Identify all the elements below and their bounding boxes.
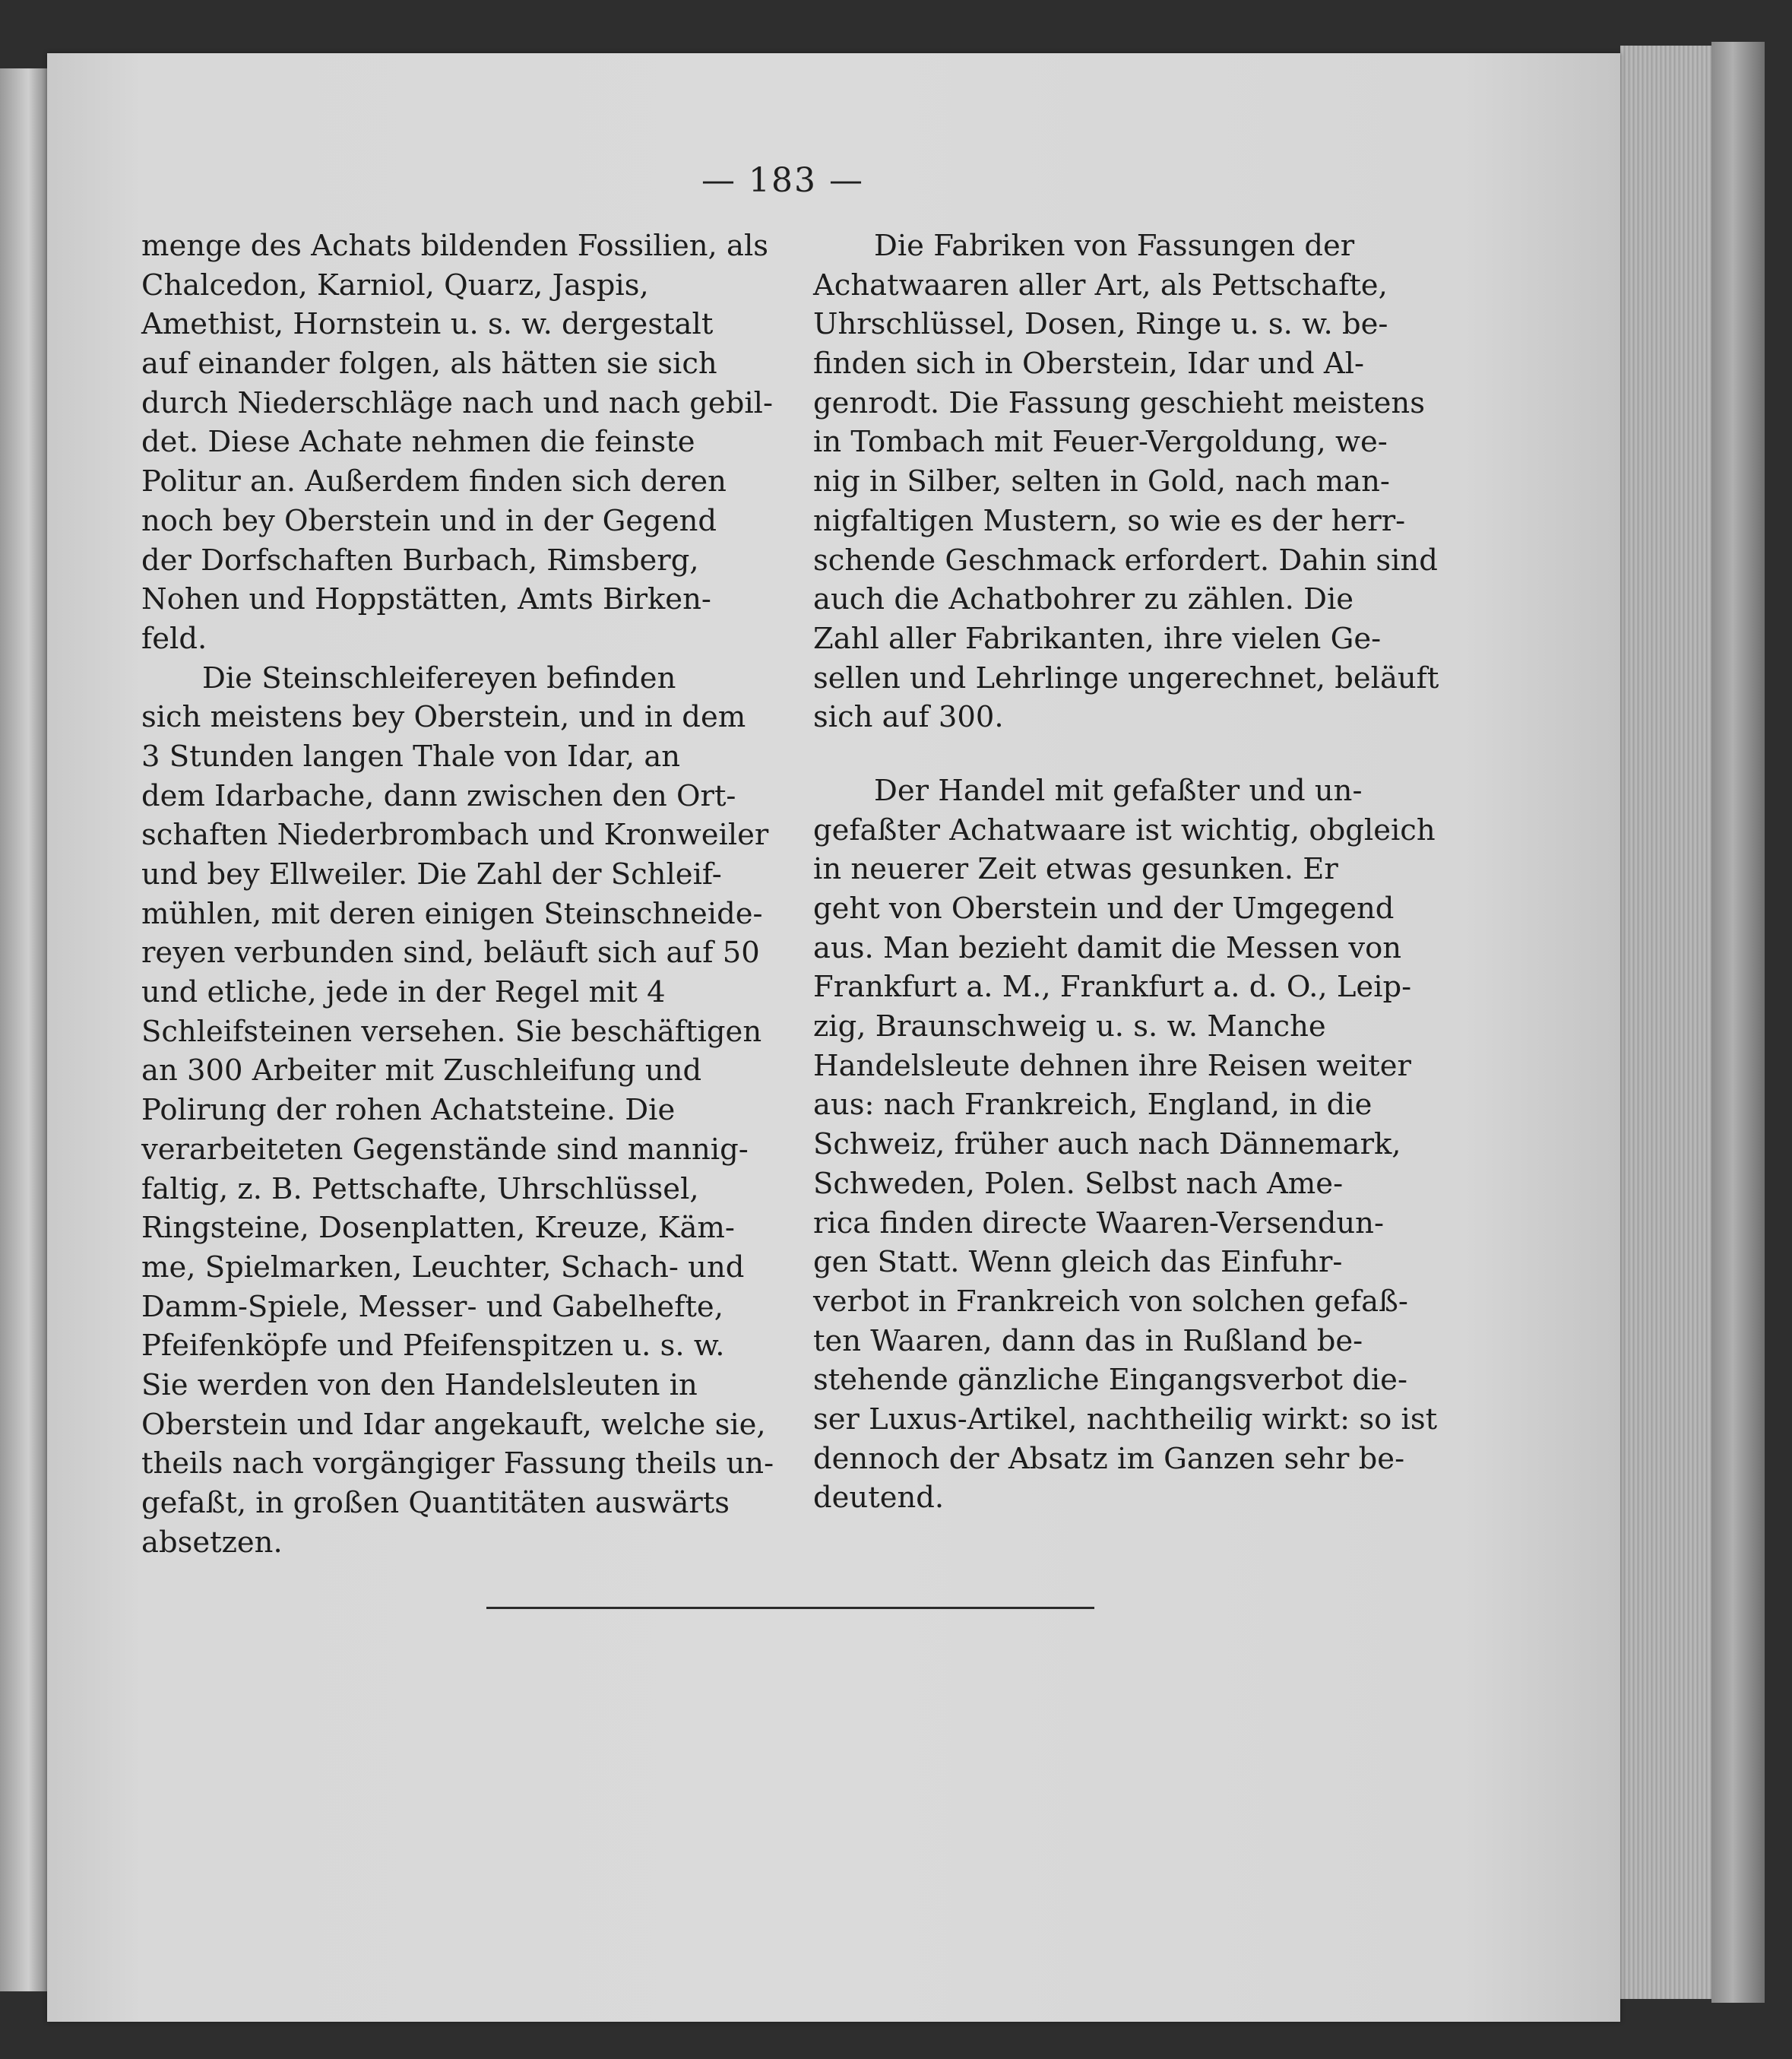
text-line: verarbeiteten Gegenstände sind mannig-	[141, 1132, 749, 1167]
text-line: nigfaltigen Mustern, so wie es der herr-	[813, 503, 1406, 538]
text-line: finden sich in Oberstein, Idar und Al-	[813, 347, 1364, 382]
text-line: geht von Oberstein und der Umgegend	[813, 892, 1395, 926]
text-line: aus: nach Frankreich, England, in die	[813, 1088, 1372, 1123]
text-line: absetzen.	[141, 1525, 283, 1560]
page-stack-edge	[1620, 46, 1711, 1999]
text-line: nig in Silber, selten in Gold, nach man-	[813, 464, 1390, 499]
text-line: rica finden directe Waaren-Versendun-	[813, 1205, 1384, 1240]
text-line: Frankfurt a. M., Frankfurt a. d. O., Leip-	[813, 970, 1412, 1005]
text-line: Schleifsteinen versehen. Sie beschäftigen	[141, 1014, 762, 1049]
paragraph-gap	[813, 737, 1444, 771]
text-line: Sie werden von den Handelsleuten in	[141, 1367, 698, 1402]
text-line: mühlen, mit deren einigen Steinschneide-	[141, 896, 763, 931]
text-line: auch die Achatbohrer zu zählen. Die	[813, 582, 1354, 617]
text-line: Polirung der rohen Achatsteine. Die	[141, 1093, 676, 1128]
text-line: theils nach vorgängiger Fassung theils un-	[141, 1446, 774, 1481]
text-line: schaften Niederbrombach und Kronweiler	[141, 818, 769, 853]
text-line: in Tombach mit Feuer-Vergoldung, we-	[813, 425, 1388, 460]
text-line: Damm-Spiele, Messer- und Gabelhefte,	[141, 1289, 723, 1324]
text-line: Handelsleute dehnen ihre Reisen weiter	[813, 1048, 1411, 1083]
text-line: Schweiz, früher auch nach Dännemark,	[813, 1127, 1401, 1162]
text-line: stehende gänzliche Eingangsverbot die-	[813, 1363, 1407, 1398]
text-line: zig, Braunschweig u. s. w. Manche	[813, 1009, 1326, 1044]
text-line: me, Spielmarken, Leuchter, Schach- und	[141, 1250, 745, 1284]
text-line: dennoch der Absatz im Ganzen sehr be-	[813, 1441, 1405, 1476]
text-line: Die Steinschleifereyen befinden	[202, 660, 676, 695]
text-line: Pfeifenköpfe und Pfeifenspitzen u. s. w.	[141, 1329, 725, 1364]
text-line: und etliche, jede in der Regel mit 4	[141, 975, 666, 1010]
page-number: — 183 —	[701, 161, 864, 200]
text-line: det. Diese Achate nehmen die feinste	[141, 425, 695, 460]
text-line: feld.	[141, 621, 207, 656]
text-line: Ringsteine, Dosenplatten, Kreuze, Käm-	[141, 1211, 735, 1246]
text-line: Uhrschlüssel, Dosen, Ringe u. s. w. be-	[813, 307, 1388, 342]
text-line: verbot in Frankreich von solchen gefaß-	[813, 1284, 1408, 1319]
right-text-column	[813, 226, 1444, 1518]
text-line: und bey Ellweiler. Die Zahl der Schleif-	[141, 857, 722, 892]
text-line: in neuerer Zeit etwas gesunken. Er	[813, 852, 1338, 887]
left-page-edge	[0, 68, 47, 1991]
text-line: reyen verbunden sind, beläuft sich auf 50	[141, 936, 760, 971]
text-line: Oberstein und Idar angekauft, welche sie,	[141, 1407, 766, 1442]
text-line: schende Geschmack erfordert. Dahin sind	[813, 543, 1438, 578]
text-line: noch bey Oberstein und in der Gegend	[141, 503, 717, 538]
text-line: gefaßter Achatwaare ist wichtig, obgleich	[813, 813, 1436, 847]
text-line: Achatwaaren aller Art, als Pettschafte,	[813, 268, 1388, 303]
text-line: Amethist, Hornstein u. s. w. dergestalt	[141, 307, 714, 342]
text-line: faltig, z. B. Pettschafte, Uhrschlüssel,	[141, 1171, 699, 1206]
section-rule	[486, 1607, 1094, 1609]
left-text-column	[141, 226, 787, 1562]
text-line: gefaßt, in großen Quantitäten auswärts	[141, 1486, 730, 1520]
text-line: ser Luxus-Artikel, nachtheilig wirkt: so ist	[813, 1402, 1438, 1437]
text-line: aus. Man bezieht damit die Messen von	[813, 930, 1402, 965]
text-line: sellen und Lehrlinge ungerechnet, beläuft	[813, 660, 1439, 695]
text-line: Zahl aller Fabrikanten, ihre vielen Ge-	[813, 621, 1382, 656]
text-line: sich auf 300.	[813, 700, 1004, 735]
text-line: Chalcedon, Karniol, Quarz, Jaspis,	[141, 268, 649, 303]
text-line: dem Idarbache, dann zwischen den Ort-	[141, 778, 736, 813]
text-line: Politur an. Außerdem finden sich deren	[141, 464, 727, 499]
book-cover-edge	[1711, 42, 1765, 2003]
text-line: gen Statt. Wenn gleich das Einfuhr-	[813, 1245, 1343, 1280]
text-line: sich meistens bey Oberstein, und in dem	[141, 700, 746, 735]
text-line: 3 Stunden langen Thale von Idar, an	[141, 739, 681, 774]
text-line: menge des Achats bildenden Fossilien, als	[141, 229, 769, 263]
text-line: Nohen und Hoppstätten, Amts Birken-	[141, 582, 711, 617]
text-line: Der Handel mit gefaßter und un-	[874, 773, 1363, 808]
text-line: der Dorfschaften Burbach, Rimsberg,	[141, 543, 699, 578]
text-line: Die Fabriken von Fassungen der	[874, 229, 1355, 263]
text-line: ten Waaren, dann das in Rußland be-	[813, 1323, 1363, 1358]
text-line: auf einander folgen, als hätten sie sich	[141, 347, 717, 382]
text-line: durch Niederschläge nach und nach gebil-	[141, 385, 773, 420]
text-line: Schweden, Polen. Selbst nach Ame-	[813, 1166, 1344, 1201]
text-line: deutend.	[813, 1481, 945, 1516]
text-line: an 300 Arbeiter mit Zuschleifung und	[141, 1053, 702, 1088]
text-line: genrodt. Die Fassung geschieht meistens	[813, 385, 1425, 420]
